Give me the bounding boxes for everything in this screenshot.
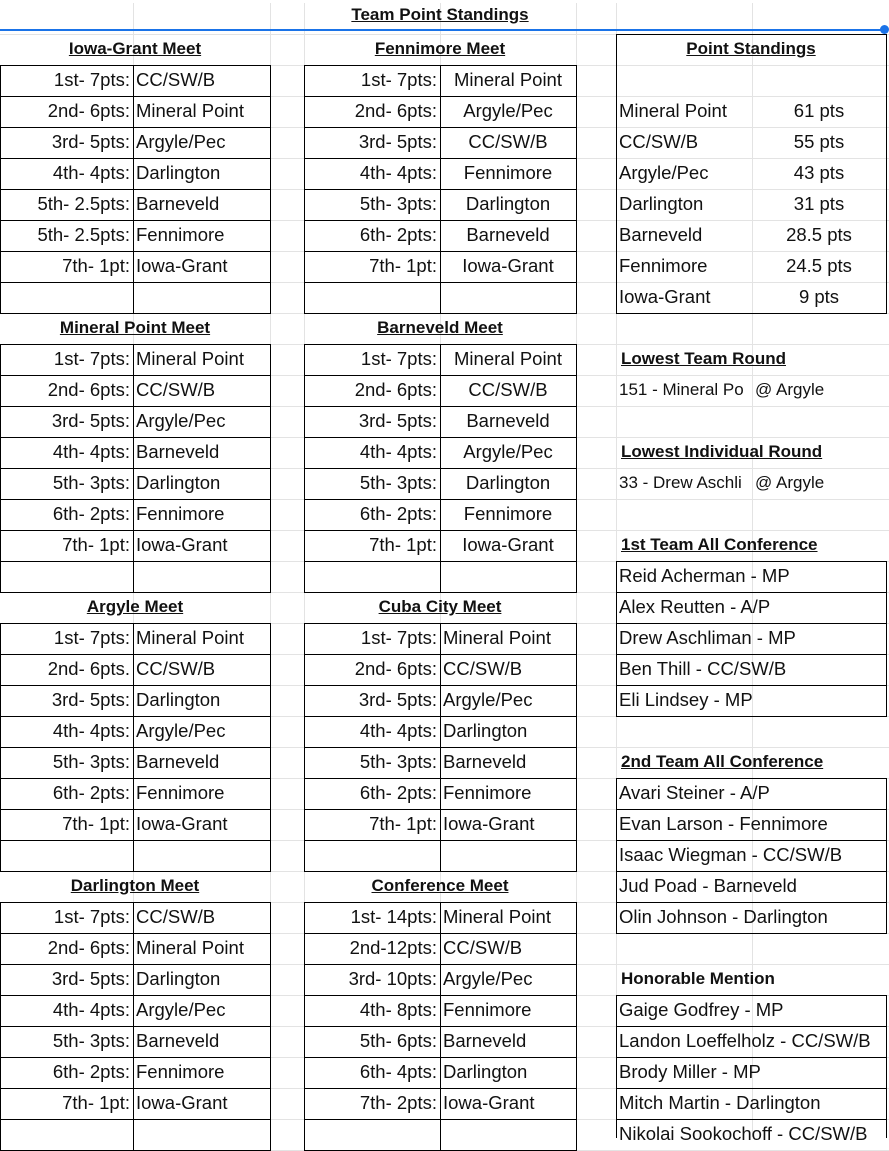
meet-place-points: 3rd- 10pts: bbox=[348, 968, 437, 989]
meet-team-name: CC/SW/B bbox=[443, 658, 523, 679]
standings-team-name: Barneveld bbox=[619, 224, 703, 245]
lowest-team-round-location: @ Argyle bbox=[755, 380, 825, 399]
meet-team-name: Mineral Point bbox=[136, 937, 244, 958]
meet-place-points: 1st- 7pts: bbox=[360, 627, 437, 648]
meet-title: Iowa-Grant Meet bbox=[68, 39, 202, 58]
meet-team-name: Darlington bbox=[136, 162, 221, 183]
meet-team-name: Mineral Point bbox=[136, 627, 244, 648]
honors-player: Gaige Godfrey - MP bbox=[619, 999, 784, 1020]
meet-team-name: Mineral Point bbox=[443, 906, 551, 927]
meet-team-name: Argyle/Pec bbox=[136, 720, 226, 741]
honors-player: Jud Poad - Barneveld bbox=[619, 875, 797, 896]
meet-team-name: Fennimore bbox=[136, 503, 225, 524]
standings-points: 24.5 pts bbox=[786, 255, 852, 276]
honors-player: Brody Miller - MP bbox=[619, 1061, 761, 1082]
meet-team-name: Iowa-Grant bbox=[136, 534, 228, 555]
meet-place-points: 5th- 3pts: bbox=[359, 193, 437, 214]
meet-place-points: 5th- 6pts: bbox=[359, 1030, 437, 1051]
meet-place-points: 5th- 3pts: bbox=[359, 472, 437, 493]
meet-place-points: 2nd- 6pts. bbox=[47, 658, 130, 679]
meet-team-name: Barneveld bbox=[443, 751, 527, 772]
meet-title: Conference Meet bbox=[371, 876, 509, 895]
honors-player: Alex Reutten - A/P bbox=[619, 596, 771, 617]
meet-place-points: 4th- 4pts: bbox=[359, 720, 437, 741]
meet-place-points: 2nd-12pts: bbox=[349, 937, 437, 958]
meet-place-points: 2nd- 6pts: bbox=[354, 100, 437, 121]
meet-team-name: Iowa-Grant bbox=[443, 1092, 535, 1113]
meet-team-name: Barneveld bbox=[136, 441, 220, 462]
meet-team-name: Barneveld bbox=[136, 1030, 220, 1051]
meet-place-points: 3rd- 5pts: bbox=[51, 410, 130, 431]
meet-place-points: 1st- 7pts: bbox=[53, 906, 130, 927]
meet-place-points: 2nd- 6pts: bbox=[47, 937, 130, 958]
meet-place-points: 1st- 7pts: bbox=[53, 627, 130, 648]
meet-place-points: 7th- 1pt: bbox=[62, 1092, 130, 1113]
meet-place-points: 4th- 8pts: bbox=[359, 999, 437, 1020]
meet-title: Argyle Meet bbox=[86, 597, 184, 616]
meet-place-points: 1st- 7pts: bbox=[53, 69, 130, 90]
honors-player: Olin Johnson - Darlington bbox=[619, 906, 828, 927]
meet-team-name: Darlington bbox=[443, 1061, 528, 1082]
meet-team-name: Iowa-Grant bbox=[443, 813, 535, 834]
lowest-team-round-title: Lowest Team Round bbox=[621, 349, 786, 368]
meet-team-name: Darlington bbox=[443, 720, 528, 741]
meet-title: Darlington Meet bbox=[70, 876, 200, 895]
meet-team-name: Barneveld bbox=[466, 224, 550, 245]
honors-player: Landon Loeffelholz - CC/SW/B bbox=[619, 1030, 871, 1051]
meet-team-name: CC/SW/B bbox=[136, 658, 216, 679]
meet-team-name: Argyle/Pec bbox=[463, 100, 553, 121]
first-team-title: 1st Team All Conference bbox=[621, 535, 818, 554]
meet-place-points: 5th- 2.5pts: bbox=[37, 224, 130, 245]
honors-player: Avari Steiner - A/P bbox=[619, 782, 770, 803]
meet-team-name: Fennimore bbox=[463, 503, 553, 524]
meet-title: Fennimore Meet bbox=[374, 39, 506, 58]
meet-team-name: Argyle/Pec bbox=[443, 968, 533, 989]
standings-team-name: Fennimore bbox=[619, 255, 708, 276]
meet-place-points: 5th- 3pts: bbox=[52, 751, 130, 772]
meet-team-name: Fennimore bbox=[136, 782, 225, 803]
meet-team-name: Iowa-Grant bbox=[136, 813, 228, 834]
meet-place-points: 4th- 4pts: bbox=[52, 441, 130, 462]
meet-place-points: 6th- 2pts: bbox=[359, 224, 437, 245]
standings-team-name: Mineral Point bbox=[619, 100, 727, 121]
meet-team-name: Iowa-Grant bbox=[136, 255, 228, 276]
meet-team-name: CC/SW/B bbox=[136, 69, 216, 90]
meet-team-name: Fennimore bbox=[443, 782, 532, 803]
meet-team-name: Iowa-Grant bbox=[462, 255, 554, 276]
meet-title: Barneveld Meet bbox=[377, 318, 503, 337]
meet-place-points: 7th- 1pt: bbox=[369, 813, 437, 834]
honorable-mention-title: Honorable Mention bbox=[621, 969, 775, 988]
meet-place-points: 6th- 2pts: bbox=[359, 503, 437, 524]
meet-place-points: 6th- 2pts: bbox=[52, 503, 130, 524]
meet-team-name: Mineral Point bbox=[136, 348, 244, 369]
meet-team-name: Argyle/Pec bbox=[136, 999, 226, 1020]
meet-place-points: 7th- 1pt: bbox=[369, 255, 437, 276]
meet-team-name: Argyle/Pec bbox=[136, 410, 226, 431]
honors-player: Mitch Martin - Darlington bbox=[619, 1092, 821, 1113]
standings-points: 9 pts bbox=[798, 286, 840, 307]
meet-place-points: 6th- 2pts: bbox=[52, 782, 130, 803]
meet-team-name: Fennimore bbox=[136, 224, 225, 245]
meet-place-points: 5th- 3pts: bbox=[52, 1030, 130, 1051]
meet-title: Mineral Point Meet bbox=[59, 318, 211, 337]
meet-place-points: 6th- 2pts: bbox=[52, 1061, 130, 1082]
meet-team-name: Darlington bbox=[465, 193, 551, 214]
meet-place-points: 6th- 4pts: bbox=[359, 1061, 437, 1082]
meet-table-row-divider bbox=[0, 561, 271, 562]
meet-team-name: CC/SW/B bbox=[468, 131, 548, 152]
honors-player: Evan Larson - Fennimore bbox=[619, 813, 828, 834]
meet-place-points: 2nd- 6pts: bbox=[354, 379, 437, 400]
meet-place-points: 4th- 4pts: bbox=[359, 162, 437, 183]
meet-team-name: Mineral Point bbox=[454, 348, 562, 369]
meet-place-points: 2nd- 6pts: bbox=[47, 379, 130, 400]
meet-team-name: Iowa-Grant bbox=[136, 1092, 228, 1113]
selection-fill-handle[interactable] bbox=[880, 25, 889, 34]
meet-place-points: 4th- 4pts: bbox=[359, 441, 437, 462]
meet-team-name: Barneveld bbox=[136, 193, 220, 214]
honors-list-row-divider bbox=[616, 716, 887, 717]
lowest-individual-round-title: Lowest Individual Round bbox=[621, 442, 823, 461]
meet-team-name: CC/SW/B bbox=[136, 379, 216, 400]
meet-team-name: Argyle/Pec bbox=[136, 131, 226, 152]
lowest-team-round-score: 151 - Mineral Po bbox=[619, 380, 744, 399]
honors-player: Nikolai Sookochoff - CC/SW/B bbox=[619, 1123, 868, 1144]
meet-table-row-divider bbox=[0, 282, 271, 283]
meet-team-name: Mineral Point bbox=[443, 627, 551, 648]
meet-team-name: Darlington bbox=[465, 472, 551, 493]
meet-team-name: CC/SW/B bbox=[468, 379, 548, 400]
honors-player: Ben Thill - CC/SW/B bbox=[619, 658, 787, 679]
meet-place-points: 2nd- 6pts: bbox=[47, 100, 130, 121]
meet-place-points: 1st- 7pts: bbox=[360, 69, 437, 90]
meet-team-name: CC/SW/B bbox=[443, 937, 523, 958]
meet-team-name: Iowa-Grant bbox=[462, 534, 554, 555]
meet-place-points: 4th- 4pts: bbox=[52, 162, 130, 183]
meet-place-points: 4th- 4pts: bbox=[52, 720, 130, 741]
honors-list-row-divider bbox=[616, 933, 887, 934]
meet-team-name: Barneveld bbox=[136, 751, 220, 772]
meet-place-points: 1st- 14pts: bbox=[350, 906, 437, 927]
meet-place-points: 7th- 2pts: bbox=[359, 1092, 437, 1113]
meet-place-points: 3rd- 5pts: bbox=[51, 131, 130, 152]
meet-table-row-divider bbox=[304, 561, 577, 562]
meet-place-points: 7th- 1pt: bbox=[62, 534, 130, 555]
standings-points: 31 pts bbox=[793, 193, 845, 214]
page-title[interactable]: Team Point Standings bbox=[351, 5, 529, 24]
meet-table-row-divider bbox=[304, 1119, 577, 1120]
honors-player: Eli Lindsey - MP bbox=[619, 689, 753, 710]
meet-place-points: 3rd- 5pts: bbox=[51, 968, 130, 989]
meet-table-row-divider bbox=[0, 840, 271, 841]
meet-place-points: 3rd- 5pts: bbox=[358, 410, 437, 431]
meet-place-points: 7th- 1pt: bbox=[62, 255, 130, 276]
meet-team-name: Fennimore bbox=[463, 162, 553, 183]
standings-team-name: Argyle/Pec bbox=[619, 162, 709, 183]
standings-points: 43 pts bbox=[793, 162, 845, 183]
meet-team-name: Argyle/Pec bbox=[463, 441, 553, 462]
standings-points: 28.5 pts bbox=[786, 224, 852, 245]
meet-team-name: Mineral Point bbox=[454, 69, 562, 90]
standings-team-name: Iowa-Grant bbox=[619, 286, 711, 307]
selection-outline bbox=[0, 29, 887, 31]
meet-place-points: 5th- 2.5pts: bbox=[37, 193, 130, 214]
meet-team-name: Darlington bbox=[136, 472, 221, 493]
meet-place-points: 3rd- 5pts: bbox=[51, 689, 130, 710]
meet-team-name: Darlington bbox=[136, 689, 221, 710]
meet-team-name: Argyle/Pec bbox=[443, 689, 533, 710]
meet-place-points: 6th- 2pts: bbox=[359, 782, 437, 803]
meet-place-points: 7th- 1pt: bbox=[369, 534, 437, 555]
meet-team-name: Fennimore bbox=[136, 1061, 225, 1082]
meet-title: Cuba City Meet bbox=[378, 597, 502, 616]
lowest-individual-round-location: @ Argyle bbox=[755, 473, 825, 492]
meet-team-name: Mineral Point bbox=[136, 100, 244, 121]
meet-place-points: 5th- 3pts: bbox=[359, 751, 437, 772]
meet-team-name: Barneveld bbox=[466, 410, 550, 431]
meet-team-name: Barneveld bbox=[443, 1030, 527, 1051]
standings-points: 55 pts bbox=[793, 131, 845, 152]
standings-points: 61 pts bbox=[793, 100, 845, 121]
second-team-title: 2nd Team All Conference bbox=[621, 752, 824, 771]
meet-place-points: 7th- 1pt: bbox=[62, 813, 130, 834]
honors-player: Reid Acherman - MP bbox=[619, 565, 790, 586]
meet-table-row-divider bbox=[304, 840, 577, 841]
meet-place-points: 4th- 4pts: bbox=[52, 999, 130, 1020]
meet-team-name: Darlington bbox=[136, 968, 221, 989]
honors-player: Isaac Wiegman - CC/SW/B bbox=[619, 844, 843, 865]
meet-team-name: CC/SW/B bbox=[136, 906, 216, 927]
lowest-individual-round-score: 33 - Drew Aschli bbox=[619, 473, 742, 492]
meet-place-points: 3rd- 5pts: bbox=[358, 689, 437, 710]
honors-player: Drew Aschliman - MP bbox=[619, 627, 796, 648]
meet-place-points: 1st- 7pts: bbox=[53, 348, 130, 369]
meet-place-points: 5th- 3pts: bbox=[52, 472, 130, 493]
meet-place-points: 3rd- 5pts: bbox=[358, 131, 437, 152]
standings-title: Point Standings bbox=[686, 39, 816, 58]
meet-place-points: 2nd- 6pts: bbox=[354, 658, 437, 679]
meet-team-name: Fennimore bbox=[443, 999, 532, 1020]
standings-team-name: Darlington bbox=[619, 193, 704, 214]
meet-table-row-divider bbox=[304, 282, 577, 283]
meet-place-points: 1st- 7pts: bbox=[360, 348, 437, 369]
meet-table-row-divider bbox=[0, 1119, 271, 1120]
standings-team-name: CC/SW/B bbox=[619, 131, 699, 152]
